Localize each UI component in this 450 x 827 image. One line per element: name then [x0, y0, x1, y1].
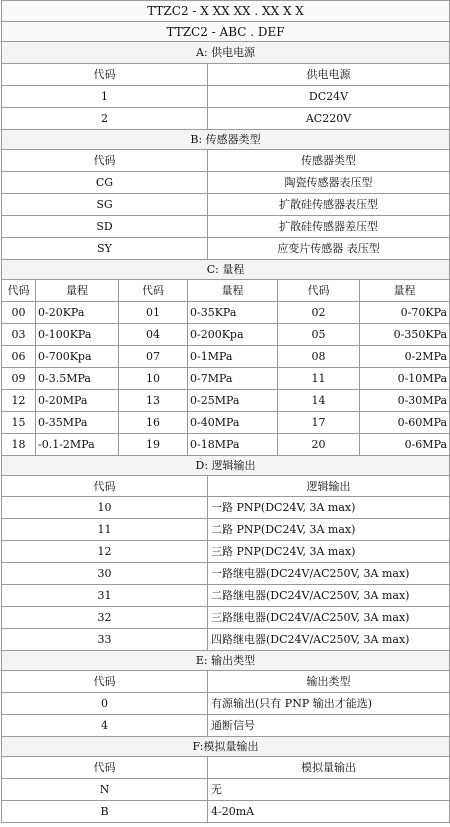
- section-f-value-header: 模拟量输出: [208, 757, 450, 779]
- model-code-line-2: TTZC2 - ABC . DEF: [2, 22, 450, 42]
- table-row: 30 一路继电器(DC24V/AC250V, 3A max): [2, 563, 450, 585]
- model-code-line-1: TTZC2 - X XX XX . XX X X: [2, 1, 450, 22]
- table-row: 32 三路继电器(DC24V/AC250V, 3A max): [2, 607, 450, 629]
- range-header: 量程: [36, 280, 119, 302]
- section-a-code-header: 代码: [2, 64, 208, 86]
- table-row: 00 0-20KPa 01 0-35KPa 02 0-70KPa: [2, 302, 450, 324]
- section-e-code-header: 代码: [2, 671, 208, 693]
- table-row: B 4-20mA: [2, 801, 450, 823]
- section-f-code-header: 代码: [2, 757, 208, 779]
- range-code-header: 代码: [119, 280, 188, 302]
- table-row: N 无: [2, 779, 450, 801]
- selection-table: [1, 0, 450, 823]
- section-e-title: E: 输出类型: [2, 651, 450, 671]
- table-row: 18 -0.1-2MPa 19 0-18MPa 20 0-6MPa: [2, 434, 450, 456]
- table-row: 12 0-20MPa 13 0-25MPa 14 0-30MPa: [2, 390, 450, 412]
- section-d-code-header: 代码: [2, 476, 208, 497]
- section-b-title: B: 传感器类型: [2, 130, 450, 150]
- table-row: 09 0-3.5MPa 10 0-7MPa 11 0-10MPa: [2, 368, 450, 390]
- table-row: 15 0-35MPa 16 0-40MPa 17 0-60MPa: [2, 412, 450, 434]
- section-a-value-header: 供电电源: [208, 64, 450, 86]
- table-row: 03 0-100KPa 04 0-200Kpa 05 0-350KPa: [2, 324, 450, 346]
- table-row: 4 通断信号: [2, 715, 450, 737]
- section-b-value-header: 传感器类型: [208, 150, 450, 172]
- table-row: 1 DC24V: [2, 86, 450, 108]
- range-header: 量程: [188, 280, 278, 302]
- range-header: 量程: [360, 280, 450, 302]
- range-code-header: 代码: [278, 280, 360, 302]
- range-code-header: 代码: [2, 280, 36, 302]
- table-row: 06 0-700Kpa 07 0-1MPa 08 0-2MPa: [2, 346, 450, 368]
- table-row: SY 应变片传感器 表压型: [2, 238, 450, 260]
- table-row: 33 四路继电器(DC24V/AC250V, 3A max): [2, 629, 450, 651]
- section-a-title: A: 供电电源: [2, 42, 450, 64]
- section-e-value-header: 输出类型: [208, 671, 450, 693]
- table-row: SG 扩散硅传感器表压型: [2, 194, 450, 216]
- section-c-title: C: 量程: [2, 260, 450, 280]
- table-row: 0 有源输出(只有 PNP 输出才能选): [2, 693, 450, 715]
- table-row: 10 一路 PNP(DC24V, 3A max): [2, 497, 450, 519]
- table-row: 2 AC220V: [2, 108, 450, 130]
- section-f-title: F:模拟量输出: [2, 737, 450, 757]
- table-row: CG 陶瓷传感器表压型: [2, 172, 450, 194]
- section-d-title: D: 逻辑输出: [2, 456, 450, 476]
- section-b-code-header: 代码: [2, 150, 208, 172]
- table-row: SD 扩散硅传感器差压型: [2, 216, 450, 238]
- section-d-value-header: 逻辑输出: [208, 476, 450, 497]
- table-row: 31 二路继电器(DC24V/AC250V, 3A max): [2, 585, 450, 607]
- table-row: 12 三路 PNP(DC24V, 3A max): [2, 541, 450, 563]
- table-row: 11 二路 PNP(DC24V, 3A max): [2, 519, 450, 541]
